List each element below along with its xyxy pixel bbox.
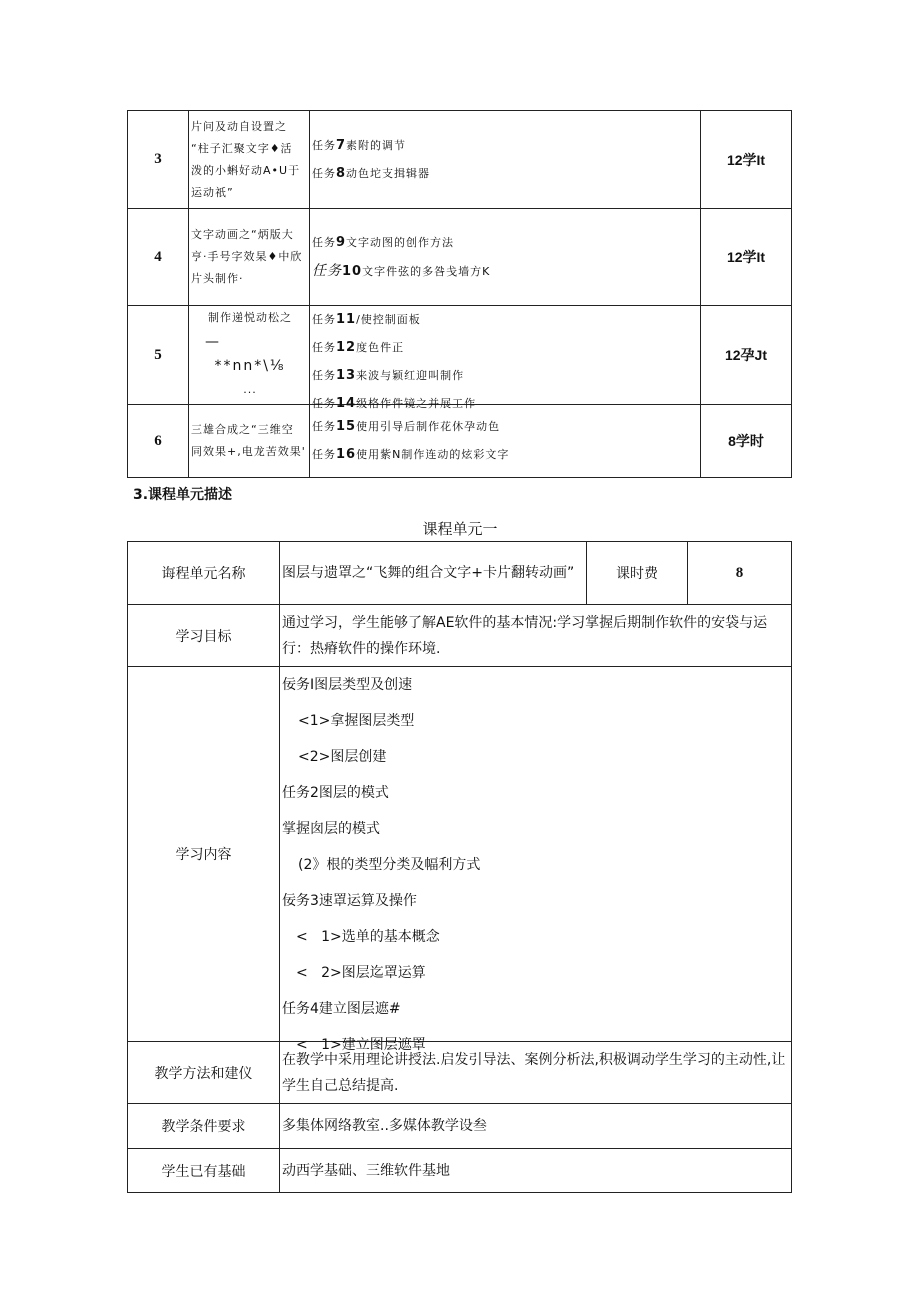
content-line: 掌握囱层的模式 <box>282 821 380 837</box>
content-line: (2》根的类型分类及幅利方式 <box>298 857 481 873</box>
content-label: 学习内容 <box>128 667 280 1042</box>
unit-name-cell <box>189 405 310 478</box>
unit-line: 制作递悦动松之 <box>208 311 292 324</box>
tasks-cell <box>310 209 701 306</box>
schedule-table <box>127 110 792 478</box>
row-number: 6 <box>128 405 189 478</box>
unit-table <box>127 541 792 1193</box>
task-line: 任务8动色坨支揖辑器 <box>312 165 431 181</box>
content-line: < 2>图层迄罩运算 <box>296 965 426 981</box>
unit-line: ... <box>243 383 257 396</box>
hours-cell: 8学时 <box>701 405 792 478</box>
unit-line: 片头制作· <box>191 272 244 285</box>
table-row <box>128 111 792 209</box>
unit-line: “柱子汇聚文字♦活 <box>191 141 293 155</box>
row-number: 3 <box>128 111 189 209</box>
content-line: 任务2图层的模式 <box>282 785 389 801</box>
hours-cell: 12学It <box>701 111 792 209</box>
task-line: 任务7素附的调节 <box>312 137 407 153</box>
prior-knowledge-value: 动西学基础、三维软件基地 <box>280 1149 792 1193</box>
table-row <box>128 405 792 478</box>
unit-name-cell <box>189 306 310 405</box>
hours-value: 8 <box>688 542 792 605</box>
table-row <box>128 1042 792 1104</box>
conditions-label: 教学条件要求 <box>128 1104 280 1149</box>
row-number: 4 <box>128 209 189 306</box>
unit-line: 三雄合成之“三维空 <box>191 423 294 436</box>
table-row <box>128 1104 792 1149</box>
goal-value: 通过学习，学生能够了解AE软件的基本情况:学习掌握后期制作软件的安袋与运行：热瘠软件的操作环境. <box>280 605 792 667</box>
row-number: 5 <box>128 306 189 405</box>
tasks-cell <box>310 306 701 411</box>
unit-line: 泼的小蝌好动A•U于 <box>191 163 301 177</box>
table-row <box>128 1149 792 1193</box>
unit-name-label: 诲程单元名称 <box>128 542 280 605</box>
unit-name-value: 图层与遗罩之“飞舞的组合文字+卡片翻转动画” <box>280 542 587 605</box>
goal-label: 学习目标 <box>128 605 280 667</box>
task-line: 任务14级格作件镜之并展工作 <box>312 396 477 411</box>
unit-line: **nn*\⅛ <box>214 358 286 374</box>
section-title: 3.课程单元描述 <box>133 487 233 503</box>
table-row <box>128 667 792 1042</box>
table-row <box>128 306 792 405</box>
content-line: 任务4建立图层遮# <box>282 1001 401 1017</box>
unit-line: 亨·手号字效杲♦中欣 <box>191 250 303 263</box>
unit-line: 文字动画之“炳版大 <box>191 228 294 241</box>
prior-knowledge-label: 学生已有基础 <box>128 1149 280 1193</box>
method-value: 在教学中采用理论讲授法.启发引导法、案例分析法,积极调动学生学习的主动性,让学生自己总结提高. <box>280 1042 792 1104</box>
content-line: <1>拿握图层类型 <box>298 713 415 729</box>
task-line: 任务11/使控制面板 <box>312 312 421 327</box>
method-label: 教学方法和建仪 <box>128 1042 280 1104</box>
hours-cell: 12孕Jt <box>701 306 792 405</box>
table-row <box>128 605 792 667</box>
task-line: 任务9文字动图的创作方法 <box>312 234 455 250</box>
task-line: 任务12度色件正 <box>312 340 405 355</box>
task-line: 任务15使用引导后制作花休孕动色 <box>312 419 501 434</box>
hours-cell: 12学It <box>701 209 792 306</box>
content-cell <box>280 667 792 1053</box>
unit-title: 课程单元一 <box>422 520 498 538</box>
unit-line: 片问及动自设置之 <box>191 119 287 133</box>
table-row <box>128 209 792 306</box>
unit-line: — <box>205 334 221 350</box>
unit-line: 运动祇” <box>191 185 234 199</box>
content-line: 佞务3速罩运算及操作 <box>282 893 417 909</box>
task-line: 任务10文字件弦的多咎戋墙方K <box>312 262 491 279</box>
content-line: 佞务I图层类型及创速 <box>282 677 413 693</box>
unit-line: 同效果+,电龙苦效果' <box>191 445 306 458</box>
tasks-cell <box>310 111 701 209</box>
tasks-cell <box>310 405 701 478</box>
hours-label: 课时费 <box>587 542 688 605</box>
content-line: < 1>建立图层遮罩 <box>296 1037 426 1053</box>
conditions-value: 多集体网络教室..多媒体教学设叁 <box>280 1104 792 1149</box>
task-line: 任务13来波与颖红迎叫制作 <box>312 368 465 383</box>
task-line: 任务16使用紫N制作连动的炫彩文字 <box>312 447 510 462</box>
content-line: < 1>选单的基本概念 <box>296 929 440 945</box>
content-line: <2>图层创建 <box>298 749 387 765</box>
unit-name-cell <box>189 209 310 306</box>
table-row <box>128 542 792 605</box>
unit-name-cell <box>189 111 310 209</box>
